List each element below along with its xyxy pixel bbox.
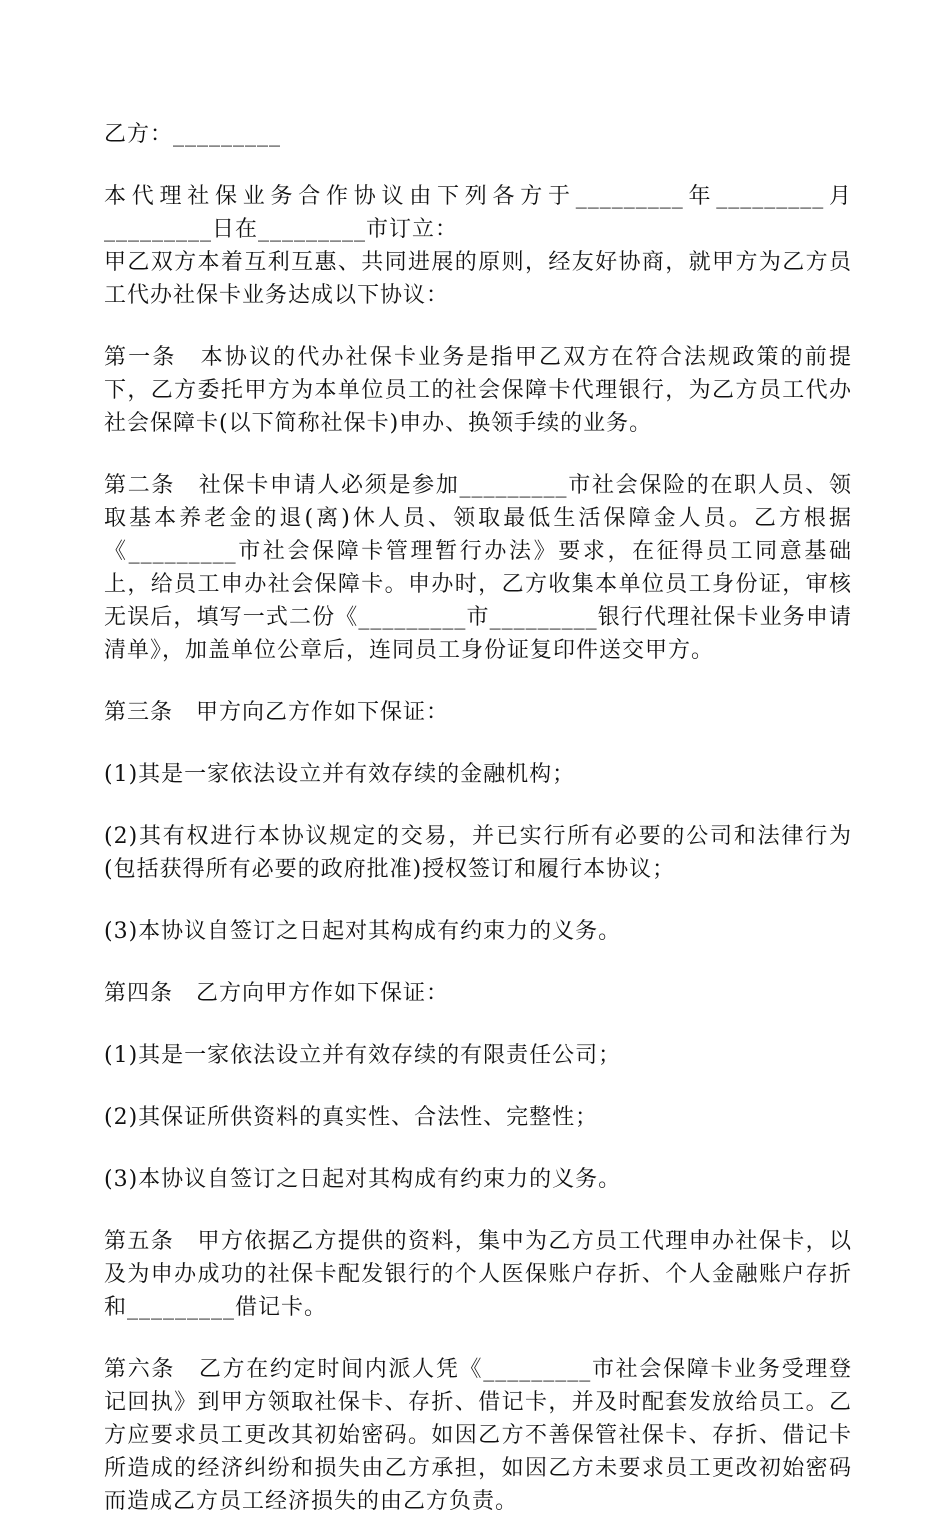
party-b-line: 乙方：_________: [104, 122, 282, 147]
article-3-item-1: (1)其是一家依法设立并有效存续的金融机构；: [104, 762, 576, 787]
intro-line: 本代理社保业务合作协议由下列各方于_________年_________月_________日在_________市订立：: [104, 184, 852, 242]
article-4-item-1: (1)其是一家依法设立并有效存续的有限责任公司；: [104, 1043, 622, 1068]
article-5: 第五条 甲方依据乙方提供的资料，集中为乙方员工代理申办社保卡，以及为申办成功的社保卡配发银行的个人医保账户存折、个人金融账户存折和_________借记卡。: [104, 1229, 852, 1320]
intro-paragraph: 甲乙双方本着互利互惠、共同进展的原则，经友好协商，就甲方为乙方员工代办社保卡业务达成以下协议：: [104, 250, 852, 308]
article-2: 第二条 社保卡申请人必须是参加_________市社会保险的在职人员、领取基本养老金的退(离)休人员、领取最低生活保障金人员。乙方根据《_________市社会保障卡管理暂行办法》要求，在征得员工同意基础上，给员工申办社会保障卡。申办时，乙方收集本单位员工身份证，审核无误后，填写一式二份《_________市_________银行代理社保卡业务申请清单》，加盖单位公章后，连同员工身份证复印件送交甲方。: [104, 473, 852, 663]
article-3-item-3: (3)本协议自签订之日起对其构成有约束力的义务。: [104, 919, 622, 944]
article-3-item-2: (2)其有权进行本协议规定的交易，并已实行所有必要的公司和法律行为(包括获得所有必要的政府批准)授权签订和履行本协议；: [104, 824, 852, 882]
article-3-heading: 第三条 甲方向乙方作如下保证：: [104, 700, 450, 725]
article-4-heading: 第四条 乙方向甲方作如下保证：: [104, 981, 450, 1006]
article-1: 第一条 本协议的代办社保卡业务是指甲乙双方在符合法规政策的前提下，乙方委托甲方为本单位员工的社会保障卡代理银行，为乙方员工代办社会保障卡(以下简称社保卡)申办、换领手续的业务。: [104, 345, 852, 436]
document-page: [104, 118, 852, 1518]
article-6: 第六条 乙方在约定时间内派人凭《_________市社会保障卡业务受理登记回执》到甲方领取社保卡、存折、借记卡，并及时配套发放给员工。乙方应要求员工更改其初始密码。如因乙方不善保管社保卡、存折、借记卡所造成的经济纠纷和损失由乙方承担，如因乙方未要求员工更改初始密码而造成乙方员工经济损失的由乙方负责。: [104, 1357, 852, 1514]
article-4-item-2: (2)其保证所供资料的真实性、合法性、完整性；: [104, 1105, 599, 1130]
article-4-item-3: (3)本协议自签订之日起对其构成有约束力的义务。: [104, 1167, 622, 1192]
